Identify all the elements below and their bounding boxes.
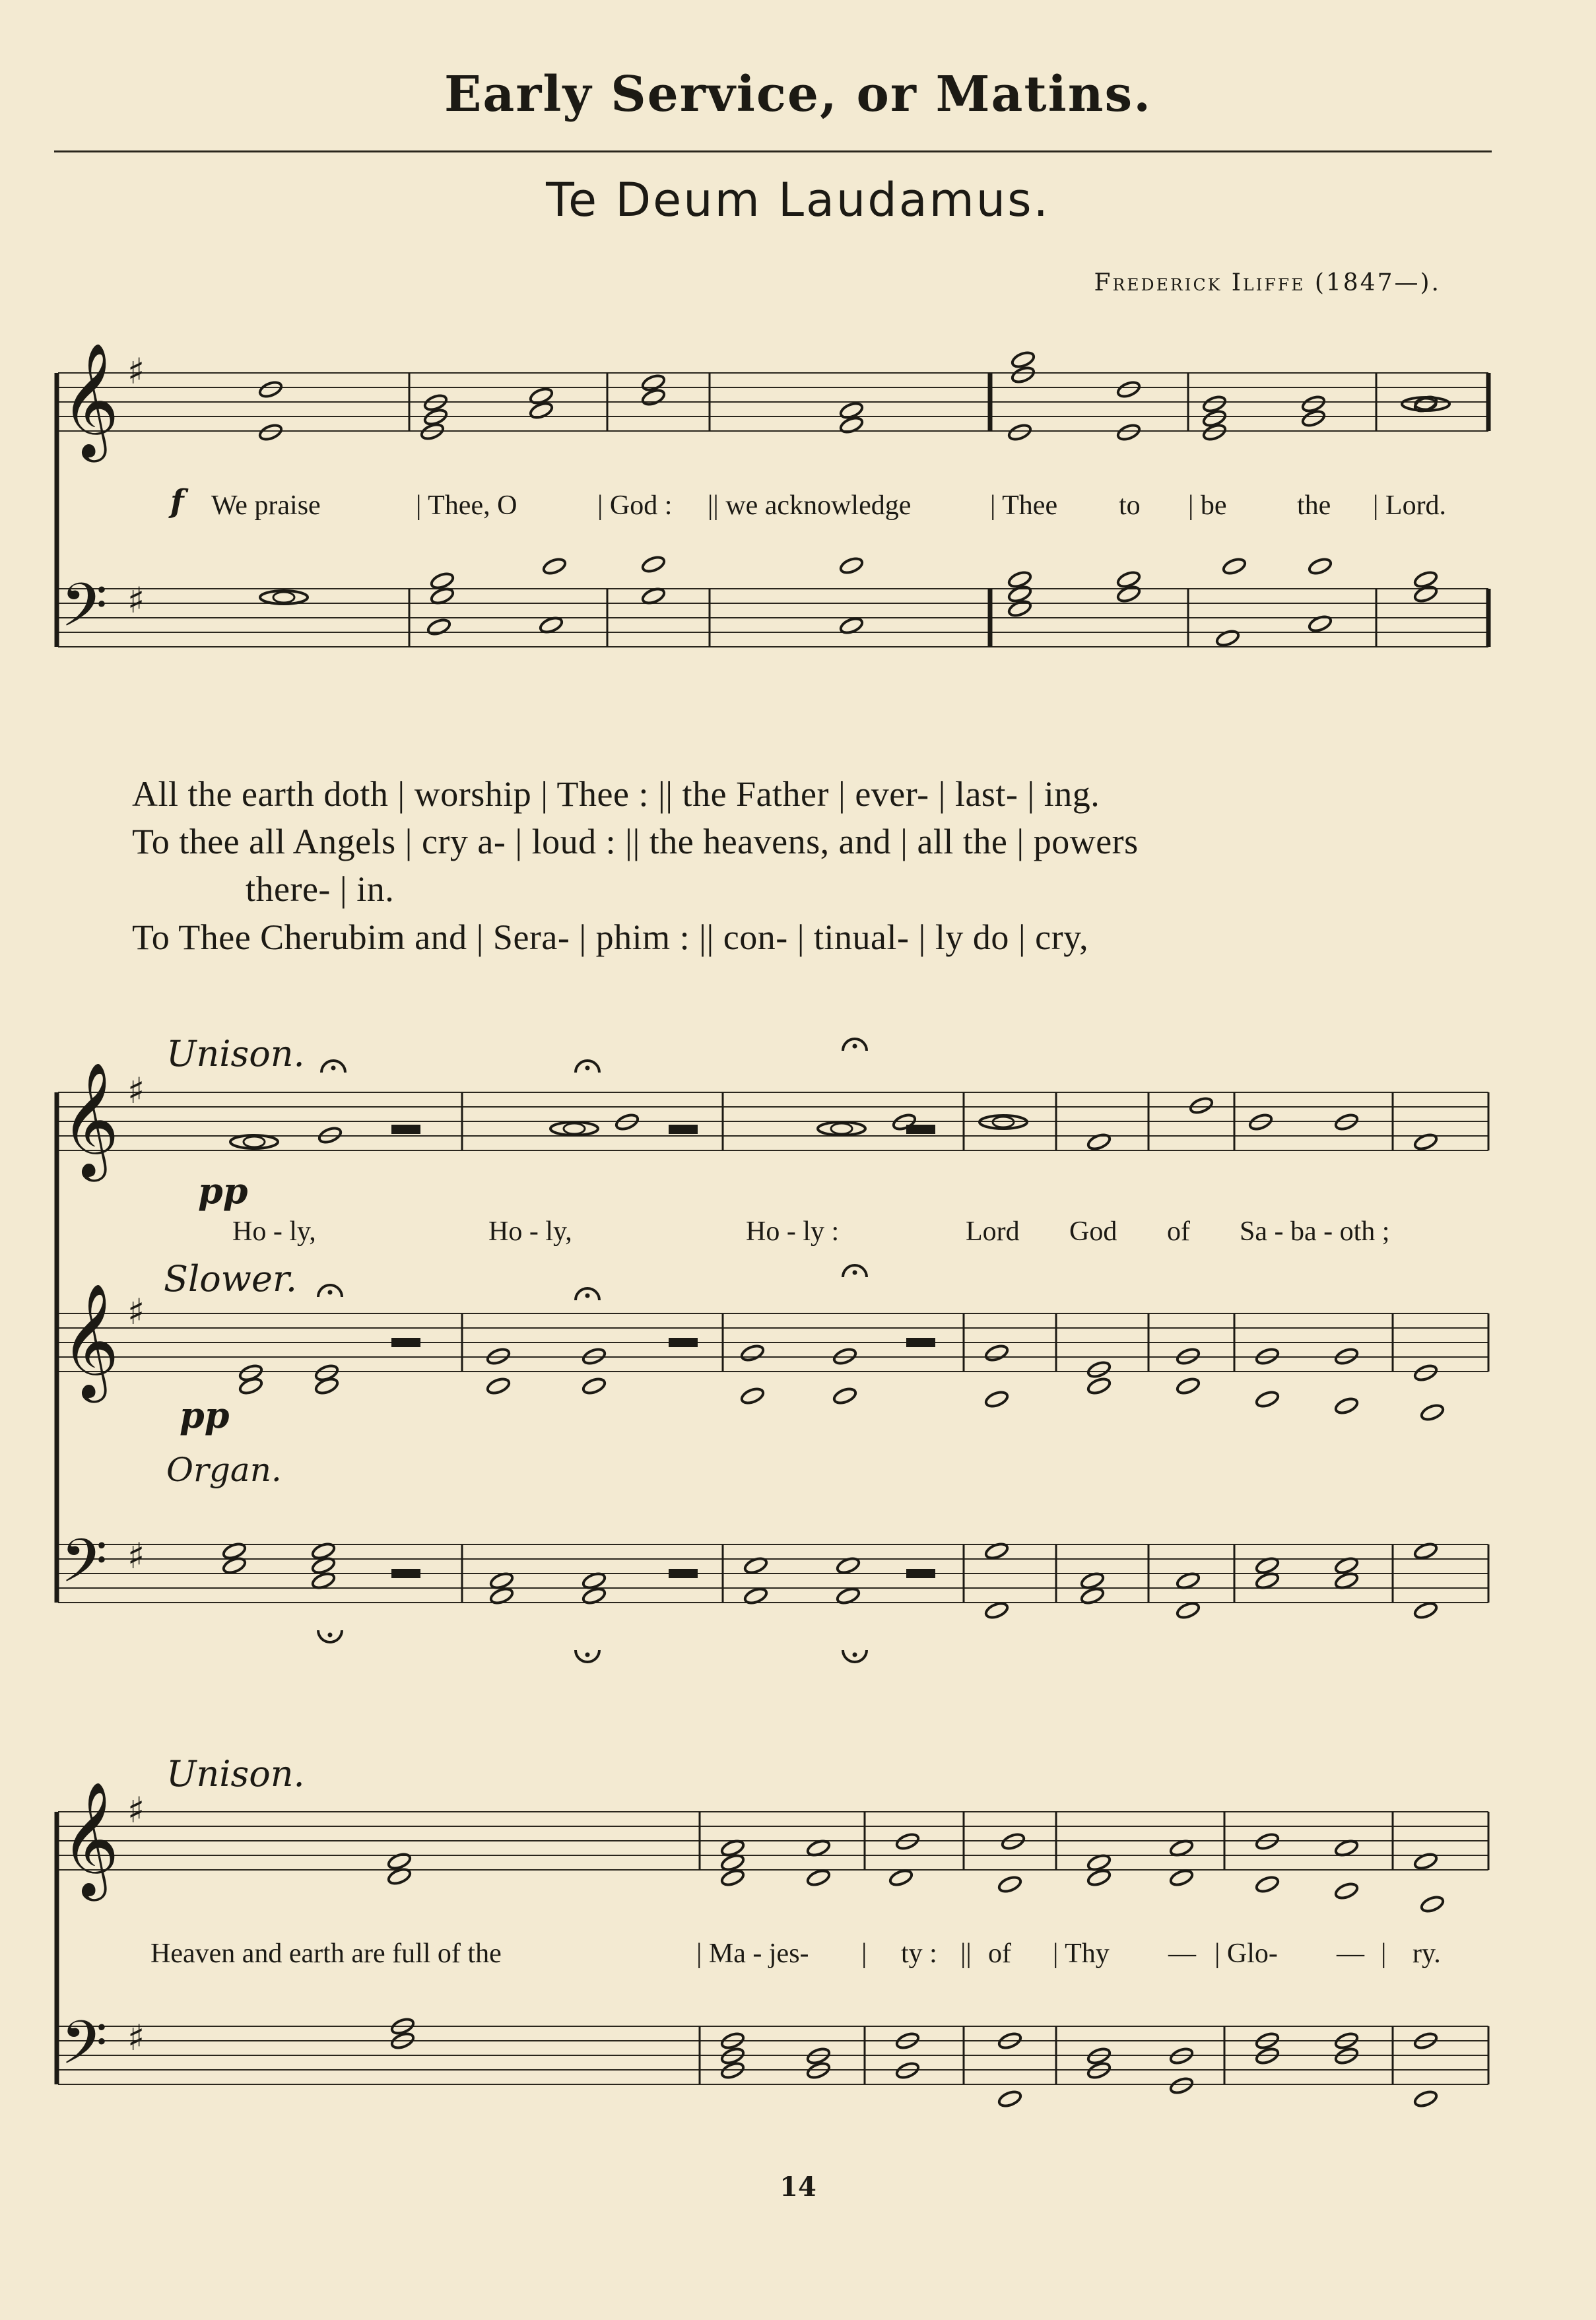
note-head bbox=[1116, 380, 1141, 399]
note-head bbox=[1334, 1396, 1359, 1415]
rest bbox=[669, 1338, 698, 1347]
note-head bbox=[1301, 394, 1326, 413]
lyric-3: | God : bbox=[597, 490, 673, 521]
note-head bbox=[1007, 599, 1032, 618]
lyric-of-2: of bbox=[988, 1939, 1011, 1969]
rest bbox=[391, 1569, 420, 1578]
note-head bbox=[1413, 1132, 1438, 1151]
page-number: 14 bbox=[780, 2171, 816, 2203]
fermata-dot bbox=[585, 1066, 590, 1071]
rest bbox=[669, 1569, 698, 1578]
note-head bbox=[1413, 1363, 1438, 1382]
treble-clef: 𝄞 bbox=[61, 343, 119, 457]
breve-note bbox=[230, 1135, 278, 1148]
note-head bbox=[387, 1851, 412, 1871]
note-head bbox=[1086, 1376, 1112, 1395]
note-head bbox=[582, 1376, 607, 1395]
lyric-thy: | Thy bbox=[1053, 1939, 1110, 1969]
key-signature-sharp: ♯ bbox=[127, 1291, 145, 1333]
key-signature-sharp: ♯ bbox=[127, 1789, 145, 1831]
note-head bbox=[720, 1868, 745, 1887]
key-signature-sharp: ♯ bbox=[127, 350, 145, 392]
note-head bbox=[740, 1343, 765, 1362]
note-head bbox=[486, 1376, 511, 1395]
note-head bbox=[1169, 1868, 1194, 1887]
note-head bbox=[1222, 556, 1247, 576]
lyric-of: of bbox=[1167, 1216, 1190, 1247]
note-head bbox=[1255, 1874, 1280, 1894]
treble-clef: 𝄞 bbox=[61, 1283, 119, 1398]
rest bbox=[906, 1338, 935, 1347]
bass-clef: 𝄢 bbox=[61, 2008, 108, 2092]
lyric-sabaoth: Sa - ba - oth ; bbox=[1240, 1216, 1390, 1247]
note-head bbox=[1215, 628, 1240, 647]
note-head bbox=[984, 1389, 1009, 1409]
bass-clef: 𝄢 bbox=[61, 1526, 108, 1610]
unison-label: Unison. bbox=[166, 1033, 305, 1075]
note-head bbox=[641, 387, 666, 407]
dynamic-pp-2: pp bbox=[180, 1394, 230, 1436]
note-head bbox=[1176, 1601, 1201, 1620]
note-head bbox=[1086, 1868, 1112, 1887]
note-head bbox=[997, 1874, 1022, 1894]
note-head bbox=[1086, 1360, 1112, 1379]
composer-credit: Frederick Iliffe (1847—). bbox=[1094, 269, 1441, 296]
lyric-dash-2: — bbox=[1337, 1939, 1364, 1969]
verse-2-cont: there- | in. bbox=[246, 869, 395, 909]
dynamic-pp-1: pp bbox=[198, 1170, 248, 1212]
key-signature-sharp: ♯ bbox=[127, 1535, 145, 1577]
lyric-lord: Lord bbox=[966, 1216, 1020, 1247]
lyric-ty: ty : bbox=[901, 1939, 937, 1969]
note-head bbox=[258, 380, 283, 399]
note-head bbox=[984, 1343, 1009, 1362]
fermata-dot bbox=[328, 1633, 333, 1638]
note-head bbox=[641, 554, 666, 574]
note-head bbox=[1176, 1376, 1201, 1395]
verse-3: To Thee Cherubim and | Sera- | phim : || con- | tinual- | ly do | cry, bbox=[132, 917, 1089, 957]
note-head bbox=[1255, 1389, 1280, 1409]
note-head bbox=[1116, 584, 1141, 603]
lyric-5: | Thee bbox=[990, 490, 1058, 521]
organ-label: Organ. bbox=[166, 1451, 282, 1489]
note-head bbox=[997, 2089, 1022, 2108]
note-head bbox=[1420, 1403, 1445, 1422]
treble-clef: 𝄞 bbox=[61, 1781, 119, 1896]
note-head bbox=[1116, 570, 1141, 589]
note-head bbox=[529, 386, 554, 405]
lyric-bar-a: | bbox=[861, 1939, 867, 1969]
lyric-holy-2: Ho - ly, bbox=[488, 1216, 572, 1247]
hymn-title: Te Deum Laudamus. bbox=[546, 173, 1050, 227]
rest bbox=[906, 1569, 935, 1578]
breve-note bbox=[1402, 397, 1449, 411]
note-head bbox=[1116, 422, 1141, 442]
note-head bbox=[1413, 570, 1438, 589]
note-head bbox=[1413, 584, 1438, 603]
lyric-holy-1: Ho - ly, bbox=[232, 1216, 316, 1247]
note-head bbox=[839, 415, 864, 434]
note-head bbox=[1086, 1132, 1112, 1151]
lyric-dash-1: — bbox=[1168, 1939, 1196, 1969]
dynamic-forte: f bbox=[170, 483, 184, 520]
lyric-heaven: Heaven and earth are full of the bbox=[150, 1939, 502, 1969]
note-head bbox=[1007, 570, 1032, 589]
rest bbox=[391, 1338, 420, 1347]
note-head bbox=[888, 1868, 914, 1887]
note-head bbox=[1301, 409, 1326, 428]
rest bbox=[669, 1125, 698, 1134]
page-header: Early Service, or Matins. bbox=[444, 66, 1152, 123]
lyric-2: | Thee, O bbox=[416, 490, 517, 521]
lyric-god: God bbox=[1069, 1216, 1117, 1247]
fermata-dot bbox=[585, 1653, 590, 1657]
note-head bbox=[1007, 584, 1032, 603]
note-head bbox=[832, 1386, 857, 1405]
breve-note bbox=[260, 591, 308, 604]
note-head bbox=[430, 571, 455, 590]
fermata-dot bbox=[853, 1653, 857, 1657]
treble-clef: 𝄞 bbox=[61, 1062, 119, 1177]
slower-label: Slower. bbox=[164, 1258, 297, 1300]
note-head bbox=[1334, 1881, 1359, 1900]
lyric-4: || we acknowledge bbox=[708, 490, 912, 521]
note-head bbox=[258, 422, 283, 442]
note-head bbox=[1011, 365, 1036, 384]
note-head bbox=[1413, 2089, 1438, 2108]
lyric-7: | be bbox=[1188, 490, 1227, 521]
fermata-dot bbox=[585, 1294, 590, 1298]
note-head bbox=[1169, 2076, 1194, 2095]
note-head bbox=[1413, 1601, 1438, 1620]
note-head bbox=[426, 617, 451, 636]
note-head bbox=[1007, 422, 1032, 442]
key-signature-sharp: ♯ bbox=[127, 580, 145, 621]
fermata-dot bbox=[331, 1066, 336, 1071]
key-signature-sharp: ♯ bbox=[127, 2017, 145, 2059]
lyric-holy-3: Ho - ly : bbox=[746, 1216, 840, 1247]
fermata-dot bbox=[853, 1044, 857, 1049]
note-head bbox=[1308, 614, 1333, 633]
lyric-bar-b: | bbox=[1381, 1939, 1387, 1969]
lyric-8: the bbox=[1297, 490, 1331, 521]
lyric-ry: ry. bbox=[1413, 1939, 1441, 1969]
lyric-majes: | Ma - jes- bbox=[696, 1939, 809, 1969]
unison-label-2: Unison. bbox=[166, 1753, 305, 1795]
breve-note bbox=[550, 1122, 598, 1135]
note-head bbox=[1308, 556, 1333, 576]
note-head bbox=[529, 401, 554, 420]
note-head bbox=[641, 373, 666, 392]
rest bbox=[906, 1125, 935, 1134]
lyric-dbar: || bbox=[960, 1939, 972, 1969]
verse-1: All the earth doth | worship | Thee : || the Father | ever- | last- | ing. bbox=[132, 774, 1100, 814]
fermata-dot bbox=[328, 1290, 333, 1295]
note-head bbox=[1413, 1851, 1438, 1871]
note-head bbox=[1420, 1894, 1445, 1913]
note-head bbox=[984, 1601, 1009, 1620]
verse-2: To thee all Angels | cry a- | loud : || the heavens, and | all the | powers bbox=[132, 822, 1139, 861]
lyric-9: | Lord. bbox=[1373, 490, 1447, 521]
fermata-dot bbox=[853, 1271, 857, 1275]
note-head bbox=[740, 1386, 765, 1405]
note-head bbox=[839, 556, 864, 575]
note-head bbox=[1189, 1096, 1214, 1115]
key-signature-sharp: ♯ bbox=[127, 1070, 145, 1111]
bass-clef: 𝄢 bbox=[61, 570, 108, 655]
note-head bbox=[806, 1868, 831, 1887]
note-head bbox=[542, 556, 567, 576]
rest bbox=[391, 1125, 420, 1134]
breve-note bbox=[818, 1122, 865, 1135]
note-head bbox=[1202, 394, 1227, 413]
lyric-glo: | Glo- bbox=[1214, 1939, 1278, 1969]
note-head bbox=[1011, 350, 1036, 369]
note-head bbox=[839, 401, 864, 420]
lyric-6: to bbox=[1119, 490, 1141, 521]
lyric-1: We praise bbox=[211, 490, 321, 521]
